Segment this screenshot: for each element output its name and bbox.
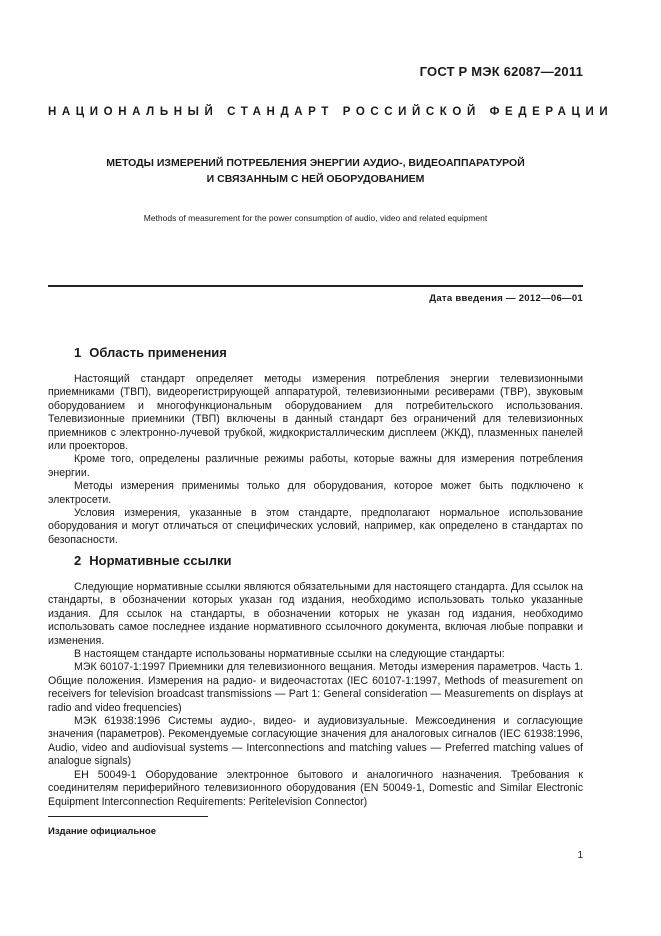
reference-entry: МЭК 60107-1:1997 Приемники для телевизионного вещания. Методы измерения параметров. Часть 1. Общие положения. Измерения на радио- и видеочастотах (IEC 60107-1:1997, Methods of measurement on receivers for television broadcast transmissions — Part 1: General consideration — Measurements on displays at radio and video frequencies) (48, 661, 583, 714)
paragraph: В настоящем стандарте использованы нормативные ссылки на следующие стандарты: (74, 648, 505, 661)
section-1-body (48, 373, 583, 547)
section-1-heading (74, 345, 227, 360)
section-number: 1 (74, 345, 82, 360)
page-number: 1 (577, 850, 583, 861)
paragraph: Настоящий стандарт определяет методы измерения потребления энергии телевизионными приемниками (ТВП), видеорегистрирующей аппаратурой, телевизионными ресиверами (ТВР), звуковым оборудованием и многофункциональным оборудованием для потребительского использования. Телевизионные приемники (ТВП) включены в данный стандарт без ограничений для телевизионных приемников с электронно-лучевой трубкой, жидкокристаллическим дисплеем (ЖКД), плазменных панелей или проекторов. (48, 373, 583, 453)
edition-label: Издание официальное (48, 826, 156, 837)
gost-number: ГОСТ Р МЭК 62087—2011 (419, 64, 583, 79)
section-number: 2 (74, 553, 82, 568)
english-title: Methods of measurement for the power consumption of audio, video and related equipment (143, 213, 488, 223)
introduction-date: Дата введения — 2012—06—01 (429, 293, 583, 304)
paragraph: Условия измерения, указанные в этом стандарте, предполагают нормальное использование оборудования и могут отличаться от специфических условий, например, как определено в стандартах по безопасности. (48, 507, 583, 546)
reference-entry: МЭК 61938:1996 Системы аудио-, видео- и аудиовизуальные. Межсоединения и согласующие значения (параметров). Рекомендуемые согласующие значения для аналоговых сигналов (IEC 61938:1996, Audio, video and audiovisual systems — Interconnections and matching values — Preferred matching values of analogue signals) (48, 715, 583, 768)
paragraph: Методы измерения применимы только для оборудования, которое может быть подключено к электросети. (48, 480, 583, 506)
title-line-2: И СВЯЗАННЫМ С НЕЙ ОБОРУДОВАНИЕМ (206, 173, 425, 185)
national-standard-header: НАЦИОНАЛЬНЫЙ СТАНДАРТ РОССИЙСКОЙ ФЕДЕРАЦИИ (48, 106, 614, 118)
section-2-heading (74, 553, 231, 568)
paragraph: Кроме того, определены различные режимы работы, которые важны для измерения потребления энергии. (48, 453, 583, 479)
document-title (48, 155, 583, 187)
section-title: Нормативные ссылки (89, 553, 232, 568)
header-divider (48, 285, 583, 287)
footer-divider (48, 816, 208, 817)
section-title: Область применения (89, 345, 227, 360)
paragraph: Следующие нормативные ссылки являются обязательными для настоящего стандарта. Для ссылок на стандарты, в обозначении которых указан год издания, необходимо использовать только указанные издания. Для ссылок на стандарты, в обозначении которых не указан год издания, необходимо использовать самое последнее издание нормативного ссылочного документа, включая любые поправки и изменения. (48, 581, 583, 647)
reference-entry: ЕН 50049-1 Оборудование электронное бытового и аналогичного назначения. Требования к соединителям периферийного телевизионного оборудования (EN 50049-1, Domestic and Similar Electronic Equipment Interconnection Requirements: Peritelevision Connector) (48, 768, 583, 808)
title-line-1: МЕТОДЫ ИЗМЕРЕНИЙ ПОТРЕБЛЕНИЯ ЭНЕРГИИ АУДИО-, ВИДЕОАППАРАТУРОЙ (106, 157, 525, 169)
section-2-body (48, 581, 583, 809)
